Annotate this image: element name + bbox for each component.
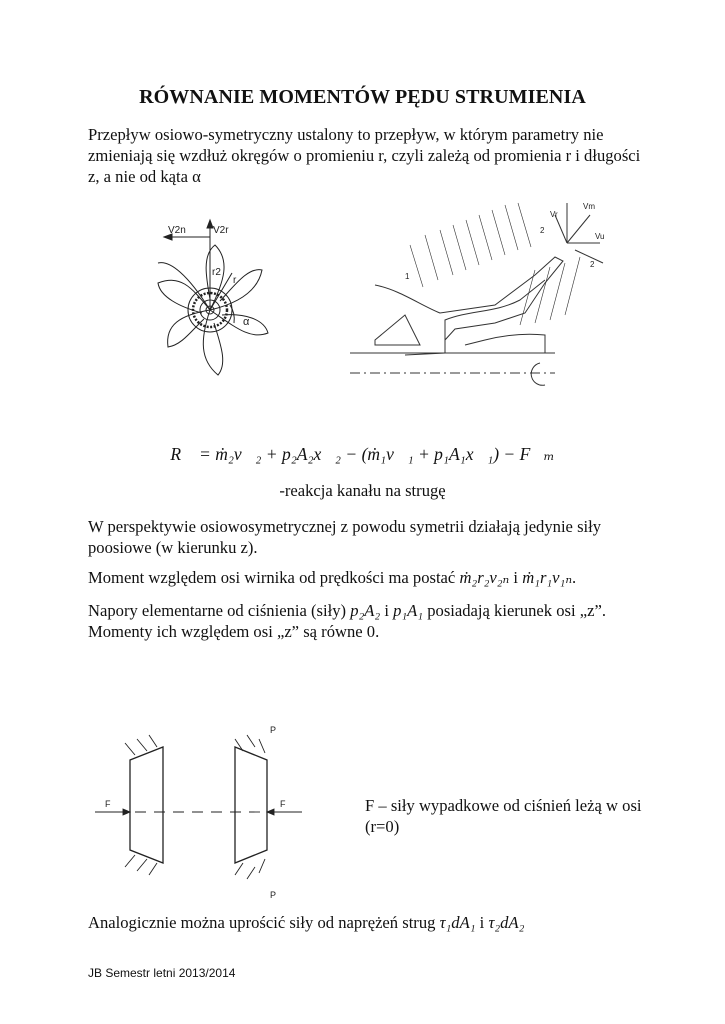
label-alpha: α bbox=[243, 316, 250, 328]
impeller-figure bbox=[140, 215, 280, 415]
pressure-conj: i bbox=[380, 601, 394, 620]
intro-paragraph: Przepływ osiowo-symetryczny ustalony to przepływ, w którym parametry nie zmieniają się wzdłuż okręgów o promieniu r, czyli zależą od promienia r i długości z, a nie od kąta α bbox=[88, 125, 641, 186]
dir-line-2 bbox=[555, 215, 567, 243]
f-left-arrowhead bbox=[123, 809, 130, 815]
force-note: F – siły wypadkowe od ciśnień leżą w osi (r=0) bbox=[365, 796, 642, 836]
rotation-arrow bbox=[531, 363, 545, 385]
label-r: r bbox=[233, 275, 237, 286]
blade-outline bbox=[445, 280, 545, 353]
vr-line bbox=[567, 215, 590, 243]
momentum-equation: R⃗ = ṁ₂v⃗₂ + p₂A₂x⃗₂ − (ṁ₁v⃗₁ + p₁A₁x⃗₁) − F⃗ₘ bbox=[170, 444, 555, 464]
pressure-paragraph bbox=[88, 600, 648, 642]
moment-expr-1: ṁ₁r₁v₁ₙ bbox=[522, 568, 573, 587]
moment-conj: i bbox=[509, 568, 523, 587]
equation-caption: -reakcja kanału na strugę bbox=[279, 481, 446, 500]
label-p-top: P bbox=[270, 725, 277, 735]
label-v2r: V2r bbox=[213, 225, 229, 236]
tau-conj: i bbox=[475, 913, 489, 932]
impeller-blades bbox=[158, 245, 268, 375]
label-vu: Vu bbox=[595, 232, 605, 241]
label-section-2a: 2 bbox=[540, 226, 545, 235]
label-vm: Vm bbox=[583, 202, 595, 211]
label-f-right: F bbox=[280, 799, 286, 809]
label-section-1: 1 bbox=[405, 272, 410, 281]
label-f-left: F bbox=[105, 799, 111, 809]
moment-text: Moment względem osi wirnika od prędkości ma postać bbox=[88, 568, 460, 587]
pressure-text: Napory elementarne od ciśnienia (siły) bbox=[88, 601, 351, 620]
tau-paragraph bbox=[88, 912, 648, 933]
label-v2n: V2n bbox=[168, 225, 186, 236]
moment-period: . bbox=[572, 568, 577, 587]
pressure-moment-zero: Momenty ich względem osi „z” są równe 0. bbox=[88, 622, 380, 641]
tau-expr-1: τ₁dA₁ bbox=[439, 913, 476, 932]
label-p-bottom: P bbox=[270, 890, 277, 900]
label-vr: Vr bbox=[550, 210, 558, 219]
pressure-expr-2: p₂A₂ bbox=[350, 601, 381, 620]
right-section bbox=[235, 747, 267, 863]
left-section bbox=[130, 747, 163, 863]
pressure-forces-figure bbox=[95, 715, 310, 900]
label-r2: r2 bbox=[212, 267, 221, 278]
pressure-arrows bbox=[125, 735, 265, 879]
inlet-cone bbox=[375, 315, 420, 345]
moment-expr-2: ṁ₂r₂v₂ₙ bbox=[459, 568, 510, 587]
disk-outline bbox=[445, 334, 545, 353]
tau-expr-2: τ₂dA₂ bbox=[488, 913, 525, 932]
tau-text: Analogicznie można uprościć siły od naprężeń strug bbox=[88, 913, 440, 932]
meridional-section-figure bbox=[345, 195, 625, 410]
moment-paragraph bbox=[88, 567, 648, 588]
axisymmetric-paragraph: W perspektywie osiowosymetrycznej z powodu symetrii działają jedynie siły poosiowe (w kierunku z). bbox=[88, 517, 602, 557]
label-section-2b: 2 bbox=[590, 260, 595, 269]
page-title: RÓWNANIE MOMENTÓW PĘDU STRUMIENIA bbox=[139, 86, 586, 108]
pressure-expr-1: p₁A₁ bbox=[393, 601, 424, 620]
pressure-direction: posiadają kierunek osi „z”. bbox=[423, 601, 606, 620]
hatch-lines bbox=[410, 203, 580, 325]
page-footer: JB Semestr letni 2013/2014 bbox=[88, 966, 236, 980]
f-right-arrowhead bbox=[267, 809, 274, 815]
